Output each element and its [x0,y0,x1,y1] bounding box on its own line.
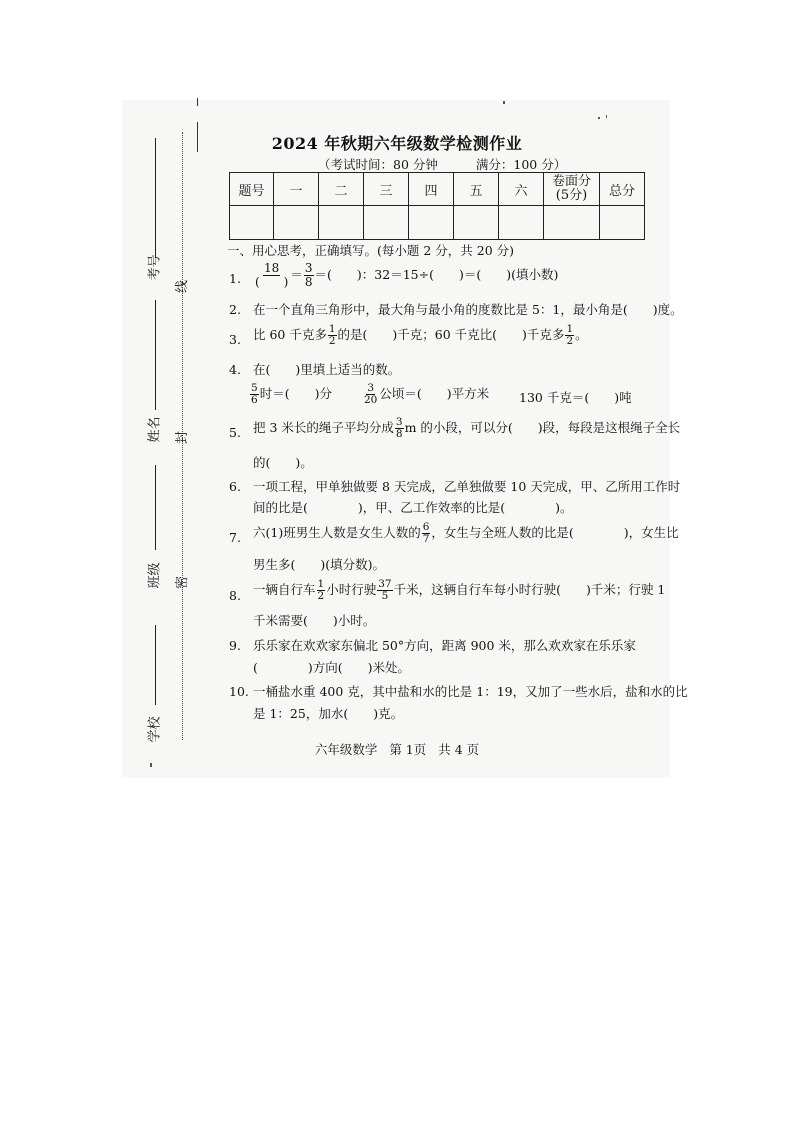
fraction-numerator: 1 [566,323,574,335]
score-header-5: 五 [454,173,499,206]
fraction-denominator: 2 [566,335,574,347]
class-label: 班级 [147,562,163,589]
name-line [155,300,156,410]
fraction-numerator: 37 [378,578,392,590]
question-3 [253,324,588,347]
score-cell[interactable] [544,206,600,240]
score-cell[interactable] [454,206,499,240]
question-text: m 的小段，可以分( )段，每段是这根绳子全长 [404,420,681,435]
class-line [155,465,156,550]
scan-speck [598,117,600,119]
question-number: 3. [229,332,241,347]
footer-subject: 六年级数学 [314,742,378,757]
fraction [250,383,259,406]
question-text: 小时行驶 [326,582,377,597]
fraction-denominator: 2 [317,590,325,602]
seal-close-char: 密 [175,575,191,590]
score-table [229,172,645,240]
question-9-line-1: 乐乐家在欢欢家东偏北 50°方向，距离 900 米，那么欢欢家在乐乐家 [253,638,636,653]
score-cell[interactable] [364,206,409,240]
question-text: ＝( )：32＝15÷( )＝( )(填小数) [314,267,559,282]
fraction-denominator: 7 [422,533,430,545]
fraction-denominator: 6 [251,394,258,406]
score-header-1: 一 [274,173,319,206]
fraction [317,579,326,602]
neatness-points: (5分) [555,188,588,203]
question-4-part-a [249,383,332,406]
exam-id-line [155,138,156,258]
fraction-denominator: 8 [395,428,403,440]
question-4-part-c: 130 千克＝( )吨 [519,390,632,405]
scan-speck [606,115,607,118]
question-number: 8. [229,588,241,603]
fraction-numerator: 3 [304,261,313,275]
question-5 [253,417,680,440]
fraction [565,324,574,347]
question-7 [253,522,679,545]
question-text: 千米，这辆自行车每小时行驶( )千米；行驶 1 [393,582,666,597]
equals-sign: ＝ [290,267,303,282]
question-8-line-2: 千米需要( )小时。 [253,613,376,628]
fraction [363,383,378,406]
score-cell[interactable] [319,206,364,240]
question-4-part-b [362,383,489,406]
score-cell[interactable] [230,206,274,240]
fraction-numerator: 1 [328,323,336,335]
school-label: 学校 [147,716,163,743]
question-text: 六(1)班男生人数是女生人数的 [253,525,421,540]
question-number: 4. [229,362,241,377]
school-line [155,625,156,705]
score-header-3: 三 [364,173,409,206]
fraction-numerator: 1 [317,578,325,590]
question-text: 公顷＝( )平方米 [379,386,490,401]
fraction-denominator: 20 [364,394,378,406]
page-footer [0,740,794,758]
question-10-line-2: 是 1：25，加水( )克。 [253,706,404,721]
score-cell[interactable] [600,206,645,240]
question-2: 在一个直角三角形中，最大角与最小角的度数比是 5：1，最小角是( )度。 [253,302,683,317]
question-7-line-2: 男生多( )(填分数)。 [253,557,386,572]
exam-subtitle [318,155,566,173]
score-header-6: 六 [499,173,544,206]
margin-tick [197,98,198,106]
fraction [395,417,404,440]
question-number: 1. [229,271,241,286]
score-cell[interactable] [409,206,454,240]
fraction [422,522,431,545]
fraction-numerator: 3 [395,416,403,428]
fraction-denominator: 8 [304,275,313,289]
footer-page-number: 第 1页 [389,742,427,757]
question-number: 7. [229,530,241,545]
score-cell[interactable] [499,206,544,240]
question-9-line-2: ( )方向( )米处。 [253,660,411,675]
exam-title: 2024 年秋期六年级数学检测作业 [271,134,523,153]
score-header-4: 四 [409,173,454,206]
name-label: 姓名 [147,416,163,443]
fraction-denominator: 5 [381,590,389,602]
question-number: 6. [229,479,241,494]
question-6-line-2: 间的比是( )，甲、乙工作效率的比是( )。 [253,500,573,515]
exam-time: （考试时间：80 分钟 [318,157,438,172]
question-5-line-2: 的( )。 [253,455,313,470]
question-8 [253,579,665,602]
fraction-numerator: 5 [251,382,258,394]
question-text: 的是( )千克；60 千克比( )千克多 [337,327,565,342]
scan-speck [150,763,152,767]
fraction-denominator: 2 [328,335,336,347]
question-text: 时＝( )分 [259,386,332,401]
fraction [377,579,392,602]
scan-speck [503,101,505,104]
question-1 [253,262,558,289]
footer-total-pages: 共 4 页 [438,742,480,757]
score-header-neatness [544,173,600,206]
question-6-line-1: 一项工程，甲单独做要 8 天完成，乙单独做要 10 天完成，甲、乙所用工作时 [253,479,681,494]
question-number: 2. [229,302,241,317]
score-header-2: 二 [319,173,364,206]
fraction-numerator: 3 [367,382,375,394]
score-header-item: 题号 [230,173,274,206]
fraction [328,324,337,347]
fraction [304,262,314,289]
question-number: 5. [229,425,241,440]
question-text: 比 60 千克多 [253,327,327,342]
question-10-line-1: 一桶盐水重 400 克，其中盐和水的比是 1：19，又加了一些水后，盐和水的比 [253,684,688,699]
question-number: 9. [229,638,241,653]
score-cell[interactable] [274,206,319,240]
section-heading: 一、用心思考，正确填写。(每小题 2 分，共 20 分) [227,243,515,258]
question-number: 10. [229,684,249,699]
score-header-total: 总分 [600,173,645,206]
question-text: 把 3 米长的绳子平均分成 [253,420,394,435]
fraction-denominator: ( ) [255,275,289,289]
neatness-label: 卷面分 [551,174,591,189]
question-text: 一辆自行车 [253,582,316,597]
seal-line-char: 线 [175,279,191,294]
exam-id-label: 考号 [147,254,163,281]
fraction-numerator: 6 [422,521,430,533]
question-4: 在( )里填上适当的数。 [253,362,401,377]
seal-seal-char: 封 [175,430,191,445]
fraction-numerator: 18 [264,261,280,275]
fraction [254,262,289,289]
question-text: ，女生与全班人数的比是( )，女生比 [431,525,679,540]
exam-full-score: 满分：100 分） [475,157,567,172]
question-text: 。 [575,327,588,342]
